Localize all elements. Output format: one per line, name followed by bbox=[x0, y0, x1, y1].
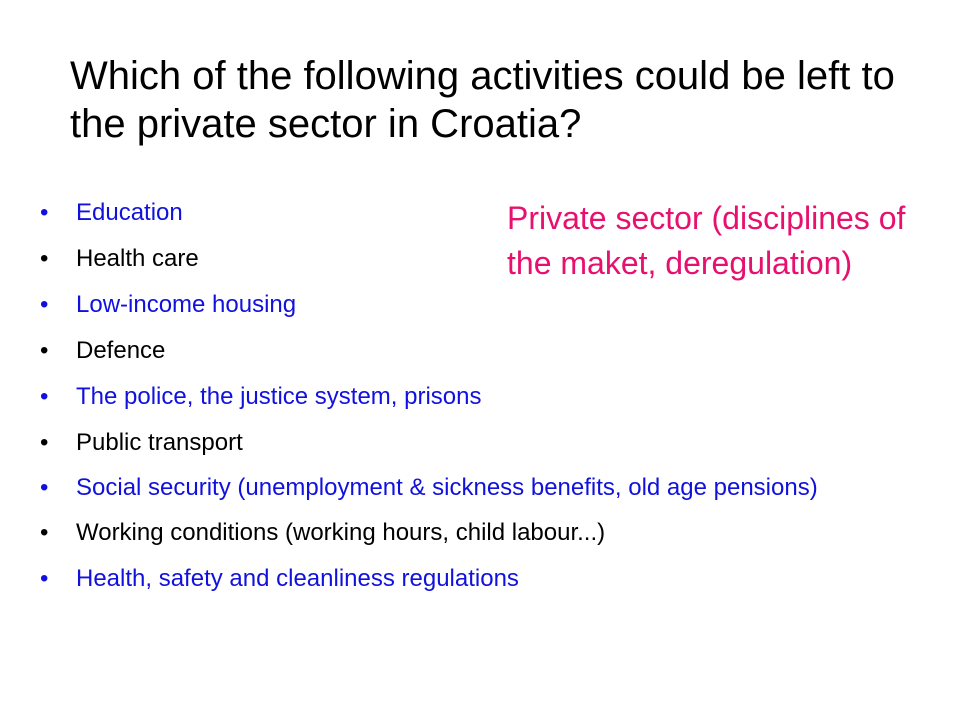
list-item-education bbox=[40, 198, 920, 228]
list-item-text: Working conditions (working hours, child labour...) bbox=[76, 519, 606, 546]
bullet-icon: • bbox=[40, 565, 49, 592]
list-item-text: Social security (unemployment & sickness benefits, old age pensions) bbox=[76, 474, 818, 501]
list-item-text: The police, the justice system, prisons bbox=[76, 383, 482, 410]
list-item-health-care bbox=[40, 244, 920, 274]
bullet-icon: • bbox=[40, 474, 49, 501]
list-item-low-income-housing bbox=[40, 290, 920, 320]
list-item-text: Health, safety and cleanliness regulations bbox=[76, 565, 519, 592]
bullet-icon: • bbox=[40, 245, 49, 272]
bullet-icon: • bbox=[40, 199, 49, 226]
list-item-health-safety-regulations bbox=[40, 564, 920, 594]
list-item-police-justice-prisons bbox=[40, 382, 920, 412]
list-item-text: Health care bbox=[76, 245, 199, 272]
private-sector-callout: Private sector (disciplines of the maket, deregulation) bbox=[507, 200, 906, 281]
list-item-text: Defence bbox=[76, 337, 166, 364]
list-item-text: Low-income housing bbox=[76, 291, 297, 318]
list-item-defence bbox=[40, 336, 920, 366]
activity-list bbox=[40, 198, 920, 610]
slide-title: Which of the following activities could be left to the private sector in Croatia? bbox=[70, 54, 895, 146]
list-item-working-conditions bbox=[40, 518, 920, 548]
list-item-public-transport bbox=[40, 428, 920, 458]
list-item-social-security bbox=[40, 474, 920, 502]
bullet-icon: • bbox=[40, 383, 49, 410]
bullet-icon: • bbox=[40, 337, 49, 364]
list-item-text: Education bbox=[76, 199, 183, 226]
list-item-text: Public transport bbox=[76, 429, 243, 456]
bullet-icon: • bbox=[40, 519, 49, 546]
bullet-icon: • bbox=[40, 429, 49, 456]
bullet-icon: • bbox=[40, 291, 49, 318]
